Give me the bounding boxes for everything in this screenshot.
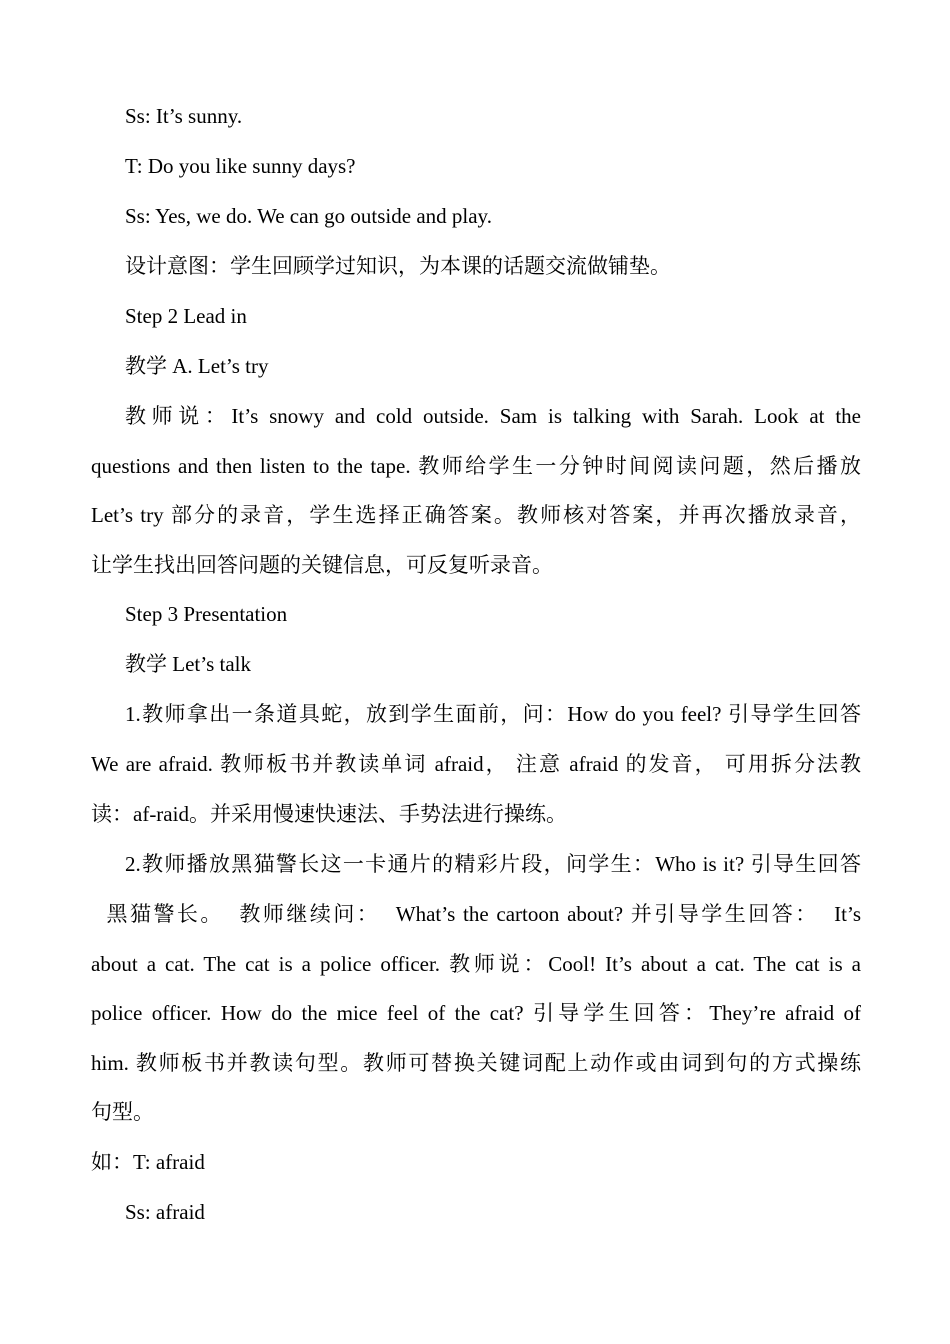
paragraph-line: We are afraid. 教师板书并教读单词 afraid， 注意 afraid 的发音， 可用拆分法教 (91, 752, 861, 776)
dialogue-line: Ss: It’s sunny. (125, 104, 243, 128)
dialogue-line: T: Do you like sunny days? (125, 154, 356, 178)
paragraph-line: 2.教师播放黑猫警长这一卡通片的精彩片段，问学生：Who is it? 引导生回答 (125, 852, 861, 876)
section-heading: 教学 A. Let’s try (125, 354, 269, 378)
paragraph-line: questions and then listen to the tape. 教师给学生一分钟时间阅读问题，然后播放 (91, 454, 861, 478)
design-intent: 设计意图：学生回顾学过知识，为本课的话题交流做铺垫。 (125, 254, 671, 278)
example-line: Ss: afraid (125, 1200, 205, 1224)
paragraph-line: Let’s try 部分的录音，学生选择正确答案。教师核对答案，并再次播放录音， (91, 503, 861, 527)
paragraph-line: him. 教师板书并教读句型。教师可替换关键词配上动作或由词到句的方式操练 (91, 1051, 861, 1075)
step-heading: Step 2 Lead in (125, 304, 247, 328)
paragraph-line: 1.教师拿出一条道具蛇，放到学生面前，问：How do you feel? 引导学生回答 (125, 702, 861, 726)
paragraph-line: 句型。 (91, 1100, 154, 1124)
paragraph-line: about a cat. The cat is a police officer. 教师说：Cool! It’s about a cat. The cat is a (91, 952, 861, 976)
example-line: 如：T: afraid (91, 1150, 205, 1174)
dialogue-line: Ss: Yes, we do. We can go outside and play. (125, 204, 492, 228)
paragraph-line: 让学生找出回答问题的关键信息，可反复听录音。 (91, 553, 553, 577)
section-heading: 教学 Let’s talk (125, 652, 251, 676)
paragraph-line: police officer. How do the mice feel of the cat? 引导学生回答：They’re afraid of (91, 1001, 861, 1025)
paragraph-line: 读：af-raid。并采用慢速快速法、手势法进行操练。 (91, 802, 567, 826)
step-heading: Step 3 Presentation (125, 602, 288, 626)
paragraph-line: 教师说：It’s snowy and cold outside. Sam is talking with Sarah. Look at the (125, 404, 861, 428)
paragraph-line: 黑猫警长。 教师继续问： What’s the cartoon about? 并引导学生回答： It’s (91, 902, 861, 926)
